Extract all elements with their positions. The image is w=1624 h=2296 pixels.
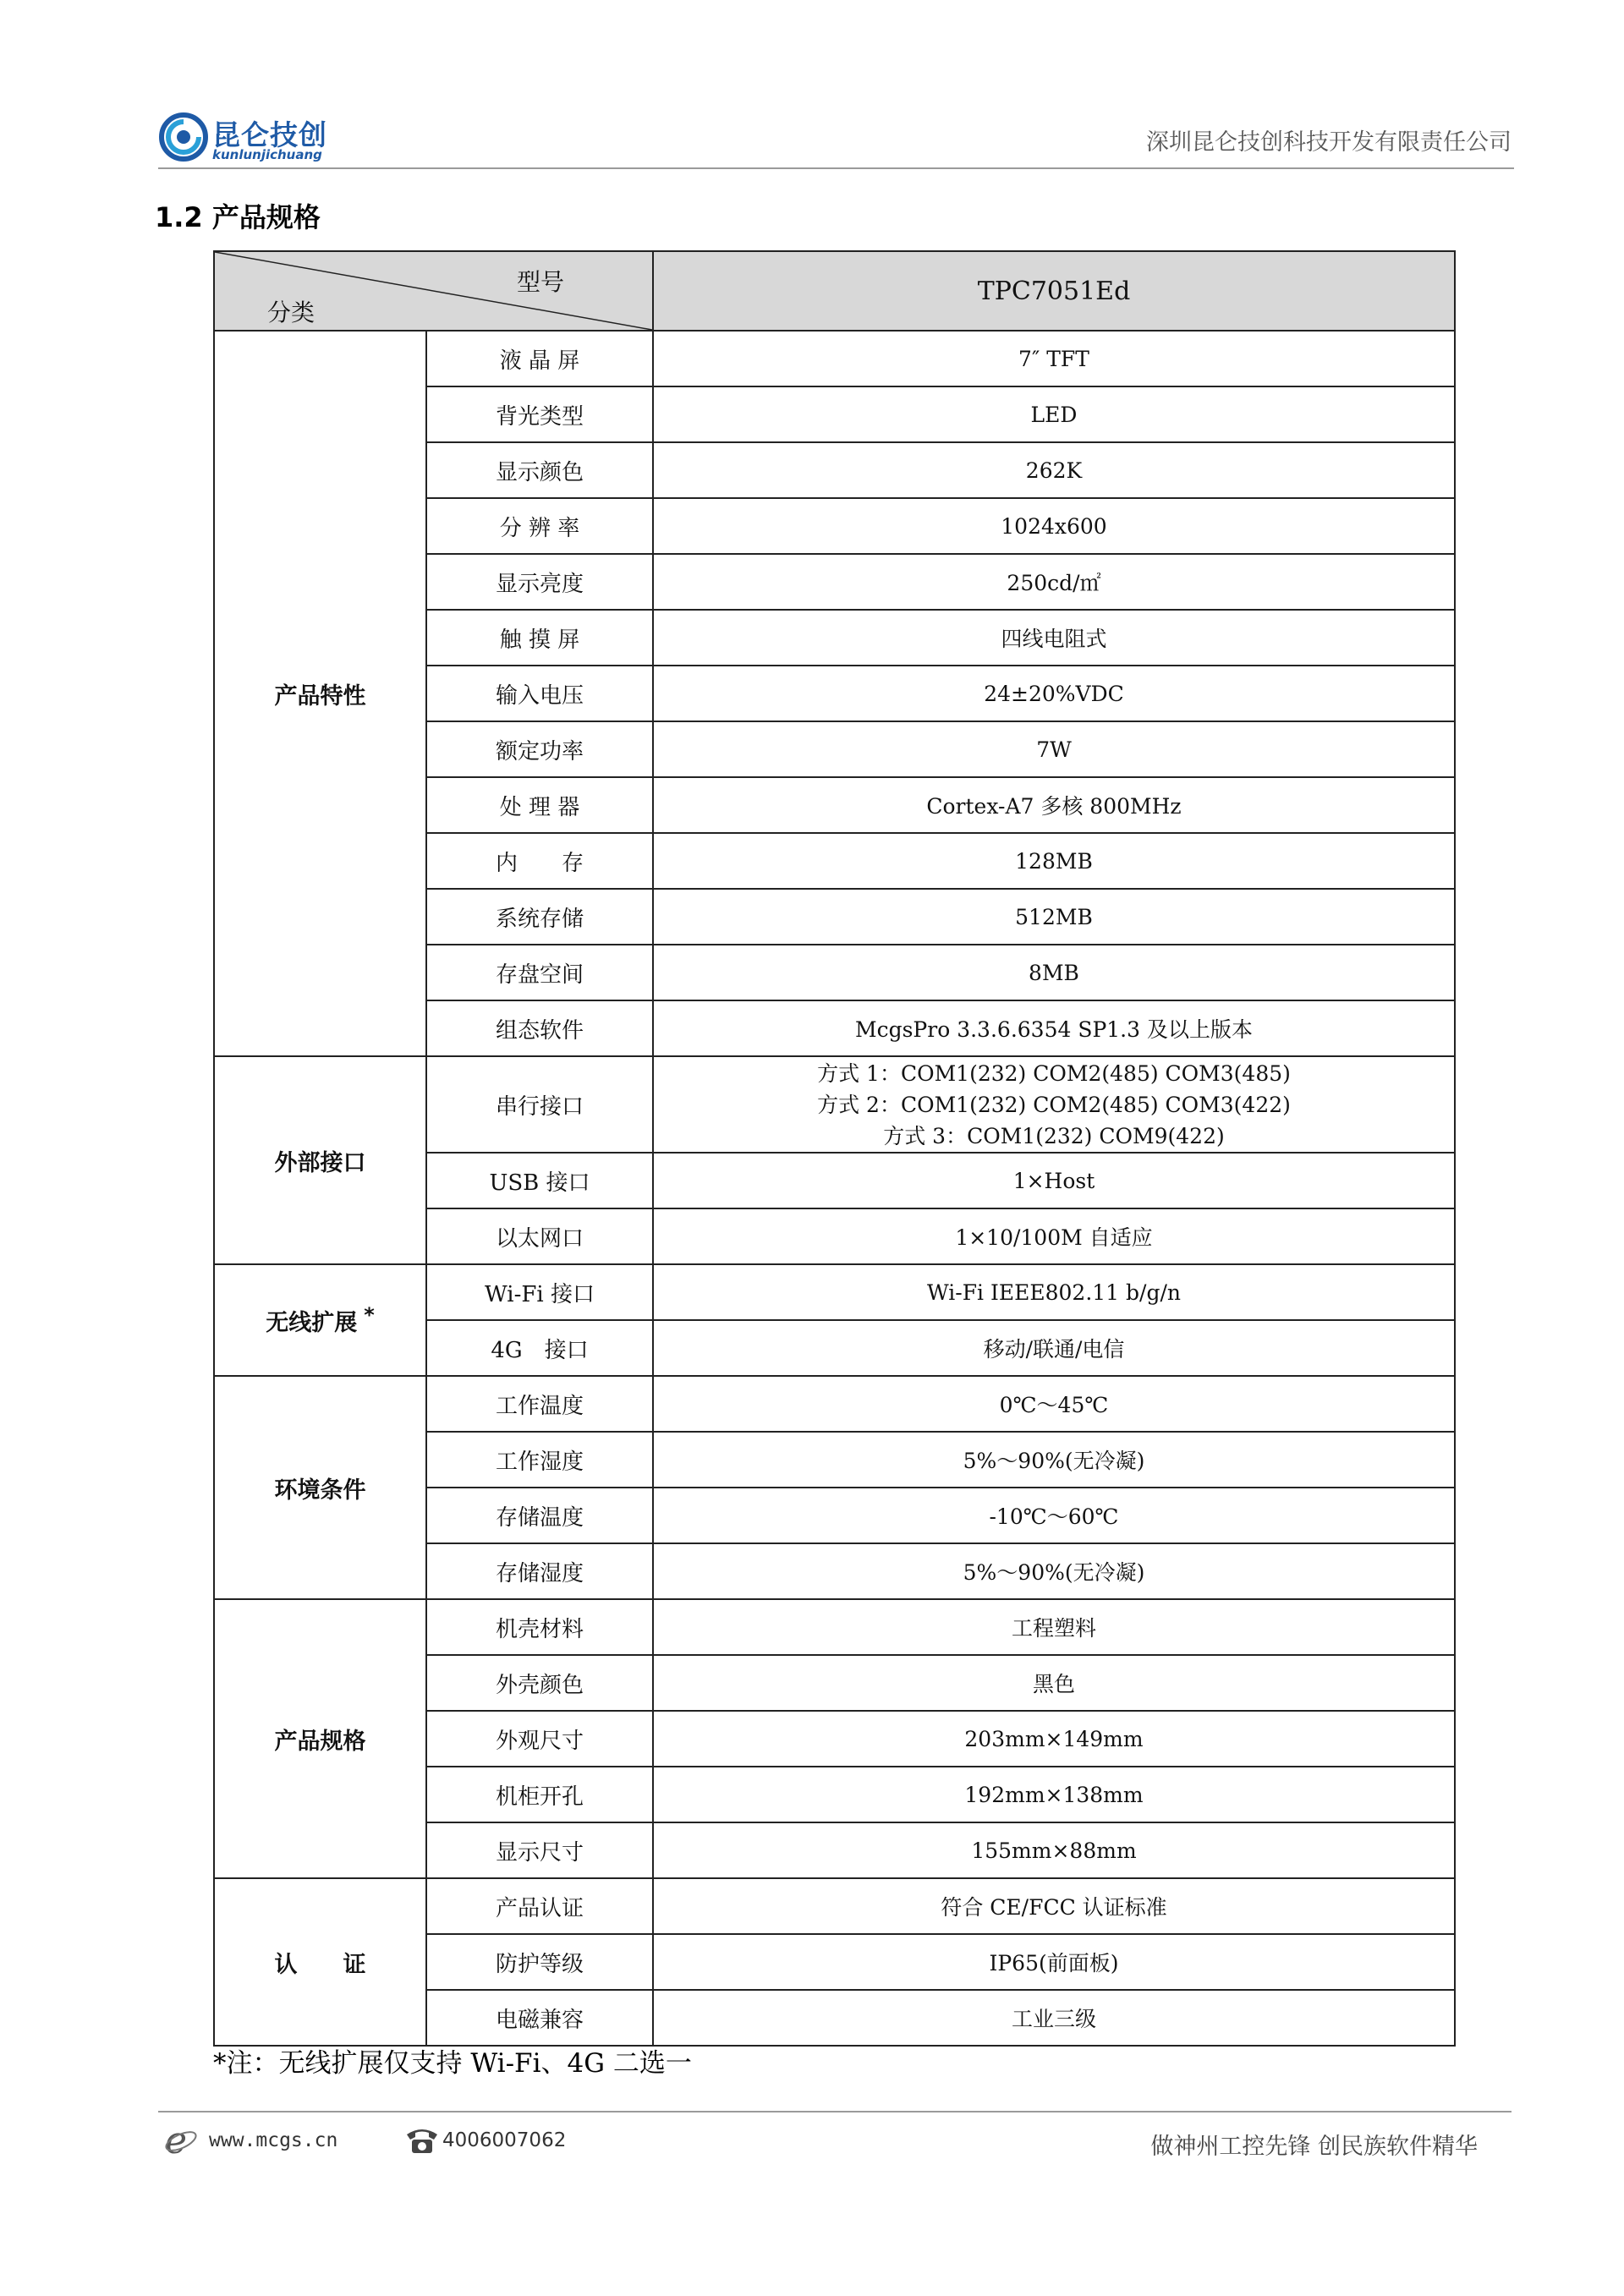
spec-value: McgsPro 3.3.6.6354 SP1.3 及以上版本 [653,1000,1455,1056]
category-label: 无线扩展 [266,1310,358,1336]
spec-item-label: 内 存 [426,833,653,889]
table-row [214,1376,1455,1432]
spec-item-label: 系统存储 [426,889,653,945]
logo-text-en: kunlunjichuang [212,147,322,162]
spec-value: 192mm×138mm [653,1767,1455,1822]
table-row [214,1056,1455,1153]
spec-item-label: 存储湿度 [426,1543,653,1599]
spec-value: 203mm×149mm [653,1711,1455,1767]
category-label: 产品规格 [274,1728,366,1755]
spec-item-label: 输入电压 [426,666,653,721]
spec-value: 黑色 [653,1655,1455,1711]
table-header-row [214,251,1455,331]
category-label: 产品特性 [274,682,366,710]
spec-item-label: 存盘空间 [426,945,653,1000]
logo-swirl-icon [158,112,209,162]
spec-item-label: 机壳材料 [426,1599,653,1655]
spec-item-label: 分 辨 率 [426,498,653,554]
spec-value: 1×Host [653,1153,1455,1208]
footer-divider [158,2111,1512,2112]
category-label: 外部接口 [274,1149,366,1176]
table-row [214,331,1455,386]
spec-value: 7W [653,721,1455,777]
table-row [214,1599,1455,1655]
spec-item-label: 产品认证 [426,1878,653,1934]
footer-slogan: 做神州工控先锋 创民族软件精华 [1150,2134,1478,2160]
spec-value: 符合 CE/FCC 认证标准 [653,1878,1455,1934]
spec-item-label: 4G 接口 [426,1320,653,1376]
spec-value: -10℃～60℃ [653,1488,1455,1543]
company-logo [158,112,327,164]
category-label: 环境条件 [274,1477,366,1504]
spec-value: 250cd/㎡ [653,554,1455,610]
footer-phone: 4006007062 [442,2129,567,2151]
spec-item-label: 存储温度 [426,1488,653,1543]
spec-item-label: 显示亮度 [426,554,653,610]
table-row [214,1878,1455,1934]
spec-item-label: 以太网口 [426,1208,653,1264]
spec-value: 24±20%VDC [653,666,1455,721]
spec-item-label: 显示尺寸 [426,1822,653,1878]
spec-item-label: 触 摸 屏 [426,610,653,666]
header-category-label: 分类 [267,299,315,326]
svg-text:e: e [165,2121,188,2160]
category-cell [214,331,426,1056]
page-header [158,108,1512,167]
spec-item-label: 电磁兼容 [426,1990,653,2046]
section-title: 1.2 产品规格 [155,201,321,233]
spec-value: LED [653,386,1455,442]
page-footer [158,2114,1512,2165]
spec-value: Wi-Fi IEEE802.11 b/g/n [653,1264,1455,1320]
spec-value: IP65(前面板) [653,1934,1455,1990]
spec-value: 四线电阻式 [653,610,1455,666]
table-row [214,1264,1455,1320]
category-footnote-mark: * [364,1303,375,1327]
phone-icon [403,2123,441,2156]
footer-website: www.mcgs.cn [209,2129,338,2151]
spec-value: 1×10/100M 自适应 [653,1208,1455,1264]
header-diagonal-cell [214,251,653,331]
category-cell [214,1599,426,1878]
spec-item-label: 工作温度 [426,1376,653,1432]
serial-mode-line: 方式 3：COM1(232) COM9(422) [883,1123,1225,1148]
spec-value [653,1056,1455,1153]
spec-item-label: 显示颜色 [426,442,653,498]
company-name: 深圳昆仑技创科技开发有限责任公司 [1146,129,1512,156]
category-label: 认 证 [274,1951,366,1978]
spec-value: 1024x600 [653,498,1455,554]
header-model-label: 型号 [517,268,565,296]
spec-value: 移动/联通/电信 [653,1320,1455,1376]
spec-value: 262K [653,442,1455,498]
spec-item-label: 外观尺寸 [426,1711,653,1767]
spec-item-label: 防护等级 [426,1934,653,1990]
category-cell [214,1264,426,1376]
category-cell [214,1376,426,1599]
spec-value: 0℃～45℃ [653,1376,1455,1432]
spec-value: 512MB [653,889,1455,945]
serial-mode-line: 方式 1：COM1(232) COM2(485) COM3(485) [817,1060,1291,1086]
spec-value: 工程塑料 [653,1599,1455,1655]
category-cell [214,1056,426,1264]
spec-item-label: 工作湿度 [426,1432,653,1488]
spec-value: 8MB [653,945,1455,1000]
spec-value: 5%～90%(无冷凝) [653,1543,1455,1599]
spec-item-label: 背光类型 [426,386,653,442]
serial-mode-line: 方式 2：COM1(232) COM2(485) COM3(422) [817,1092,1291,1117]
spec-item-label: Wi-Fi 接口 [426,1264,653,1320]
spec-value: 155mm×88mm [653,1822,1455,1878]
spec-item-label: 液 晶 屏 [426,331,653,386]
spec-value: 工业三级 [653,1990,1455,2046]
spec-value: 5%～90%(无冷凝) [653,1432,1455,1488]
spec-value: 128MB [653,833,1455,889]
category-cell [214,1878,426,2046]
web-e-icon [163,2121,199,2160]
spec-item-label: 处 理 器 [426,777,653,833]
spec-value: 7″ TFT [653,331,1455,386]
model-name: TPC7051Ed [653,251,1455,331]
spec-item-label: 机柜开孔 [426,1767,653,1822]
logo-text-cn: 昆仑技创 [212,118,327,151]
spec-item-label: 额定功率 [426,721,653,777]
footnote: *注：无线扩展仅支持 Wi-Fi、4G 二选一 [213,2048,692,2079]
spec-item-label: USB 接口 [426,1153,653,1208]
header-divider [158,167,1514,169]
spec-table [213,250,1456,2047]
spec-item-label: 外壳颜色 [426,1655,653,1711]
spec-item-label: 串行接口 [426,1056,653,1153]
spec-value: Cortex-A7 多核 800MHz [653,777,1455,833]
spec-item-label: 组态软件 [426,1000,653,1056]
